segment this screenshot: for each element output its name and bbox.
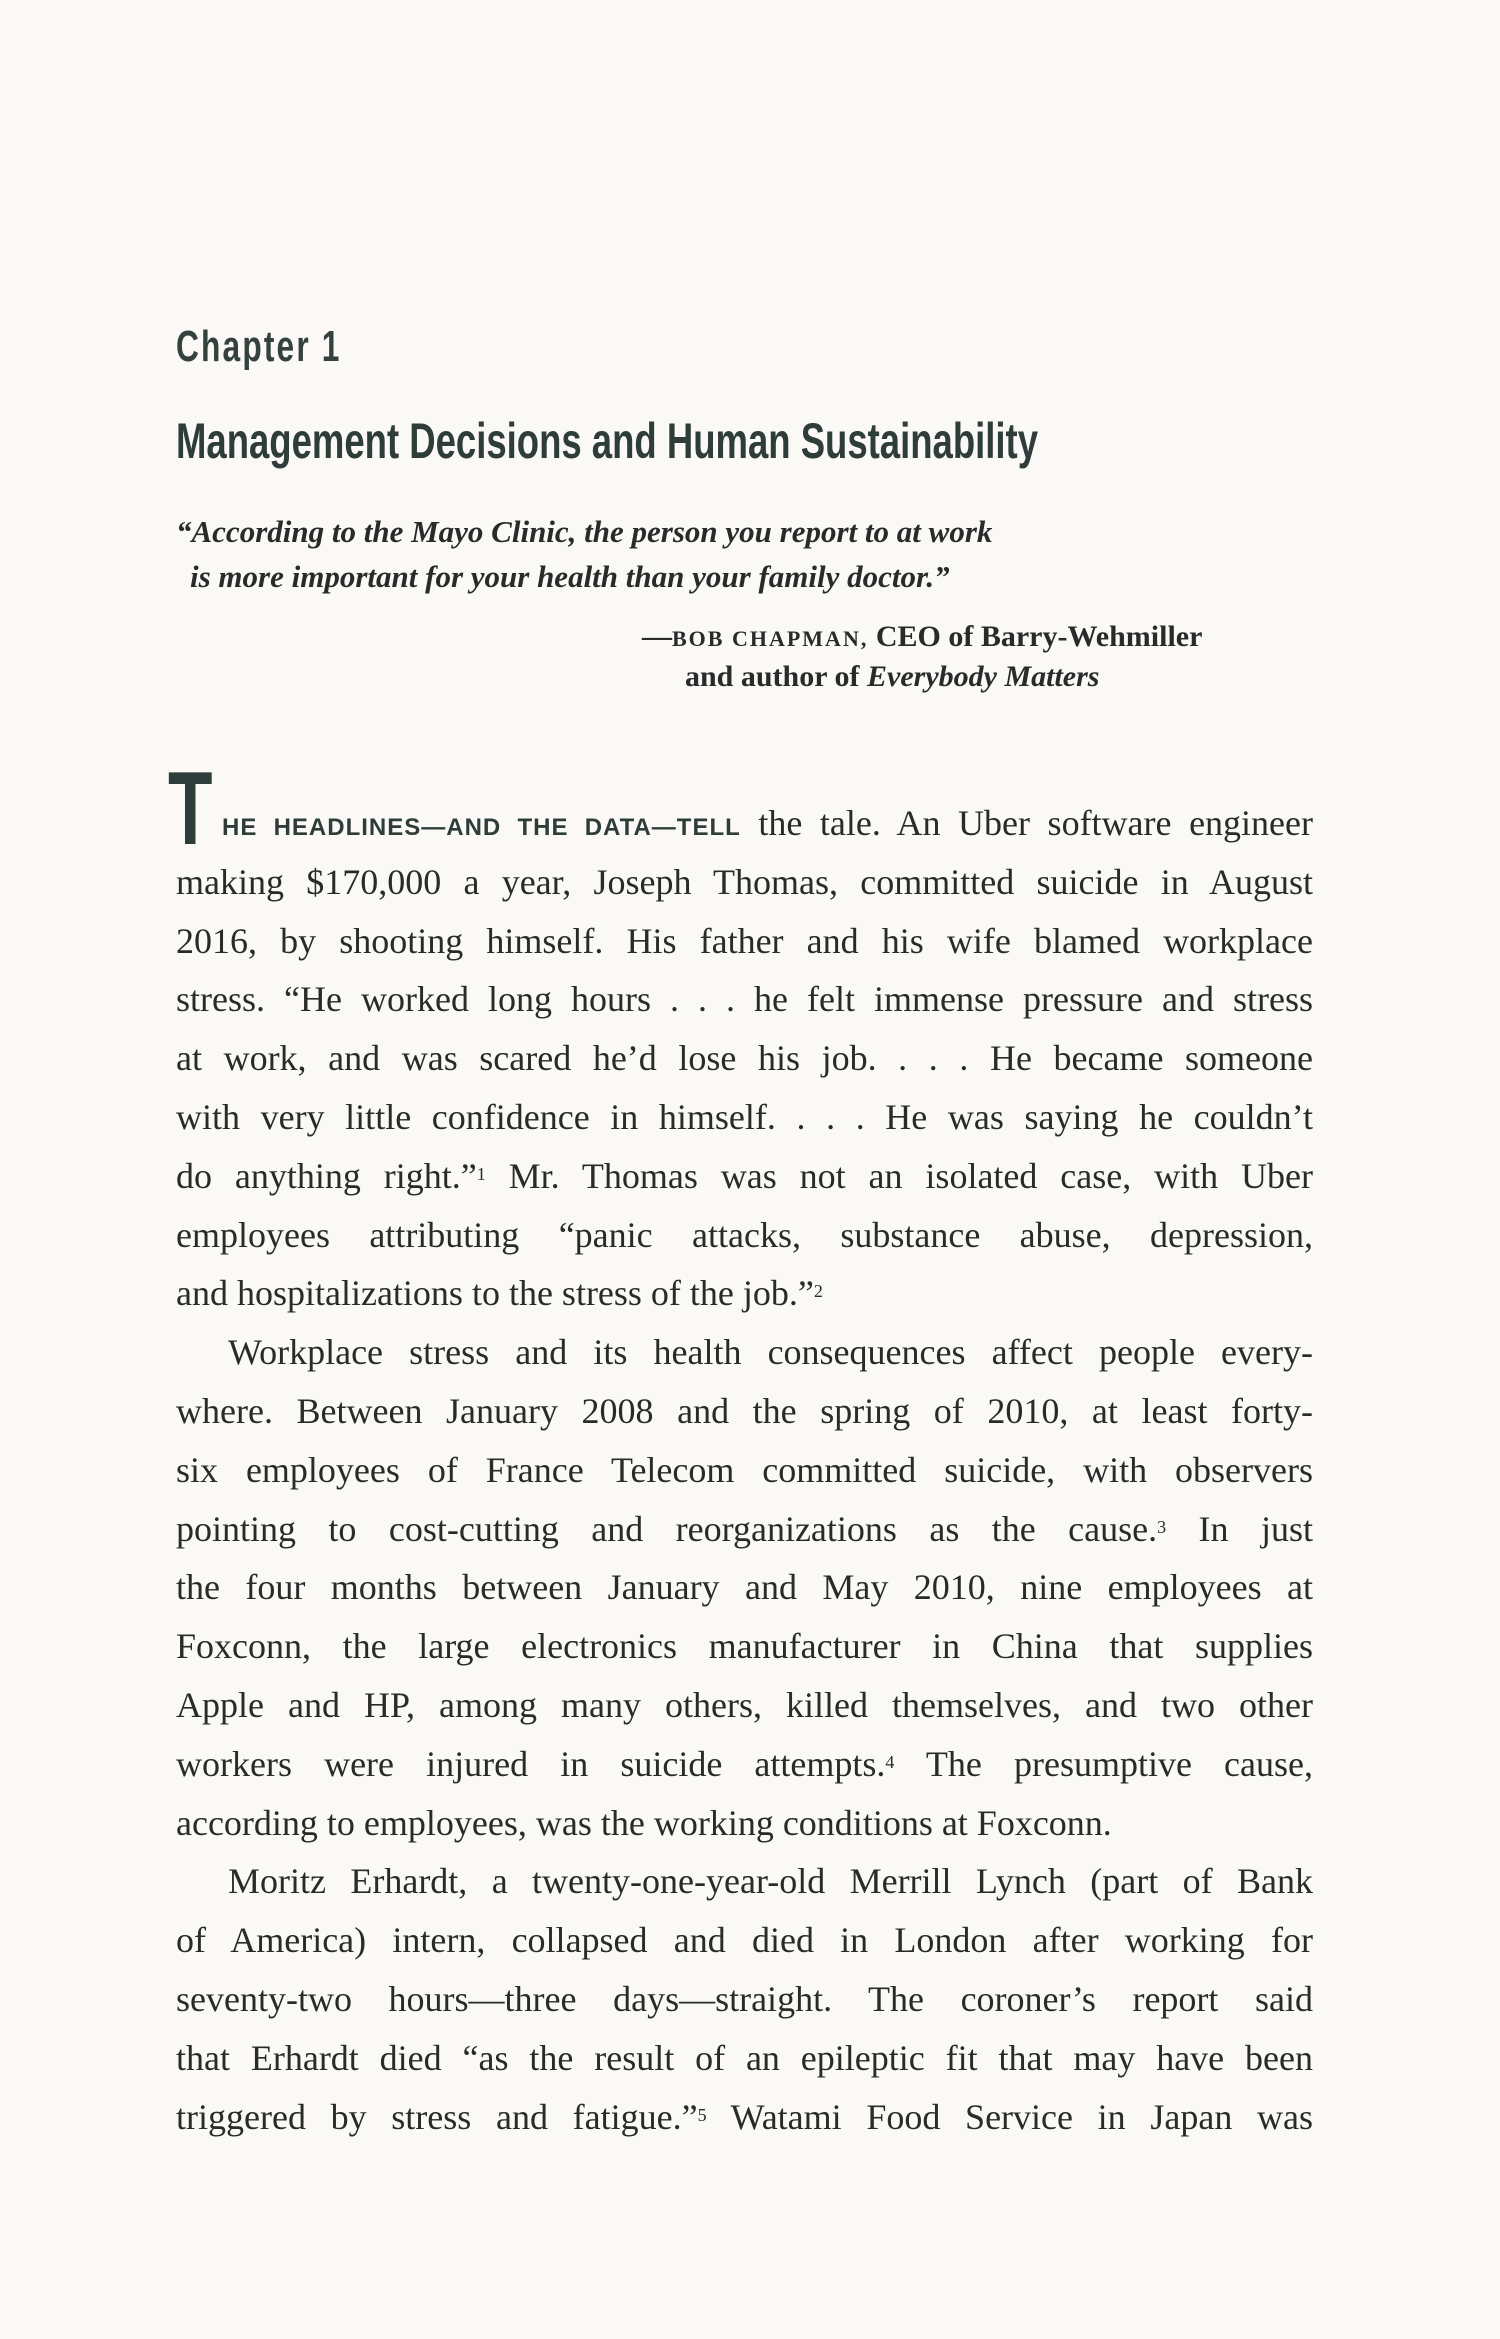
- epigraph-attribution: [642, 620, 1202, 654]
- text-segment: at work, and was scared he’d lose his job. . . . He became someone: [176, 1038, 1313, 1079]
- text-segment: workers were injured in suicide attempts.: [176, 1743, 886, 1784]
- text-segment: do anything right.”: [176, 1155, 477, 1196]
- footnote-marker: 3: [1157, 1516, 1167, 1537]
- attribution-dash: —: [642, 620, 672, 653]
- text-line: [176, 1911, 1313, 1970]
- chapter-title: Management Decisions and Human Sustainability: [176, 413, 1038, 469]
- text-segment: In just: [1166, 1508, 1313, 1549]
- drop-cap: T: [168, 751, 213, 867]
- text-segment: Workplace stress and its health consequences affect people every-: [228, 1332, 1313, 1373]
- lead-in-small-caps: HE HEADLINES—AND THE DATA—TELL: [222, 814, 741, 841]
- text-segment: with very little confidence in himself. . . . He was saying he couldn’t: [176, 1096, 1313, 1137]
- text-line: [176, 2029, 1313, 2088]
- text-line: [176, 1970, 1313, 2029]
- text-segment: The presumptive cause,: [894, 1743, 1313, 1784]
- text-segment: of America) intern, collapsed and died in London after working for: [176, 1920, 1313, 1961]
- footnote-marker: 5: [697, 2104, 707, 2125]
- text-segment: six employees of France Telecom committed suicide, with observers: [176, 1449, 1313, 1490]
- book-title: Everybody Matters: [867, 660, 1100, 693]
- chapter-label: Chapter 1: [176, 322, 342, 371]
- text-line: [176, 794, 1313, 853]
- text-line: [176, 1088, 1313, 1147]
- text-line: [176, 1147, 1313, 1206]
- text-line: [176, 1500, 1313, 1559]
- attribution-name: BOB CHAPMAN,: [672, 626, 869, 651]
- text-line: [176, 1617, 1313, 1676]
- text-line: [176, 912, 1313, 971]
- epigraph-attribution-line2: [685, 660, 1099, 694]
- text-segment: and hospitalizations to the stress of the job.”: [176, 1273, 814, 1314]
- text-segment: stress. “He worked long hours . . . he felt immense pressure and stress: [176, 979, 1313, 1020]
- text-line: [176, 1206, 1313, 1265]
- text-segment: 2016, by shooting himself. His father and his wife blamed workplace: [176, 920, 1313, 961]
- text-line: [176, 1794, 1313, 1853]
- text-segment: Foxconn, the large electronics manufacturer in China that supplies: [176, 1626, 1313, 1667]
- text-line: [176, 1264, 1313, 1323]
- text-line: [176, 970, 1313, 1029]
- text-segment: employees attributing “panic attacks, substance abuse, depression,: [176, 1214, 1313, 1255]
- text-segment: the tale. An Uber software engineer: [740, 803, 1313, 843]
- text-line: [176, 1441, 1313, 1500]
- text-segment: that Erhardt died “as the result of an epileptic fit that may have been: [176, 2037, 1313, 2078]
- text-segment: Apple and HP, among many others, killed themselves, and two other: [176, 1684, 1313, 1725]
- text-segment: pointing to cost-cutting and reorganizations as the cause.: [176, 1508, 1158, 1549]
- text-segment: seventy-two hours—three days—straight. The coroner’s report said: [176, 1978, 1313, 2019]
- footnote-marker: 4: [885, 1751, 895, 1772]
- text-segment: the four months between January and May 2010, nine employees at: [176, 1567, 1313, 1608]
- text-segment: according to employees, was the working conditions at Foxconn.: [176, 1802, 1112, 1843]
- footnote-marker: 1: [476, 1163, 486, 1184]
- epigraph-line: is more important for your health than your family doctor.”: [190, 559, 950, 594]
- text-line: [176, 1676, 1313, 1735]
- epigraph-line: “According to the Mayo Clinic, the person you report to at work: [176, 514, 993, 549]
- text-segment: making $170,000 a year, Joseph Thomas, committed suicide in August: [176, 861, 1313, 902]
- attribution-text: and author of: [685, 660, 867, 693]
- text-line: [176, 1323, 1313, 1382]
- text-segment: Mr. Thomas was not an isolated case, with Uber: [485, 1155, 1313, 1196]
- text-segment: Moritz Erhardt, a twenty-one-year-old Merrill Lynch (part of Bank: [228, 1861, 1313, 1902]
- text-line: [176, 1029, 1313, 1088]
- text-segment: where. Between January 2008 and the spring of 2010, at least forty-: [176, 1390, 1313, 1431]
- text-segment: triggered by stress and fatigue.”: [176, 2096, 698, 2137]
- text-line: [176, 853, 1313, 912]
- text-line: [176, 2088, 1313, 2147]
- text-line: [176, 1558, 1313, 1617]
- text-segment: Watami Food Service in Japan was: [706, 2096, 1313, 2137]
- body-text: [176, 794, 1313, 2146]
- text-line: [176, 1382, 1313, 1441]
- text-line: [176, 1735, 1313, 1794]
- attribution-role: CEO of Barry-Wehmiller: [868, 620, 1203, 653]
- footnote-marker: 2: [813, 1281, 823, 1302]
- text-line: [176, 1852, 1313, 1911]
